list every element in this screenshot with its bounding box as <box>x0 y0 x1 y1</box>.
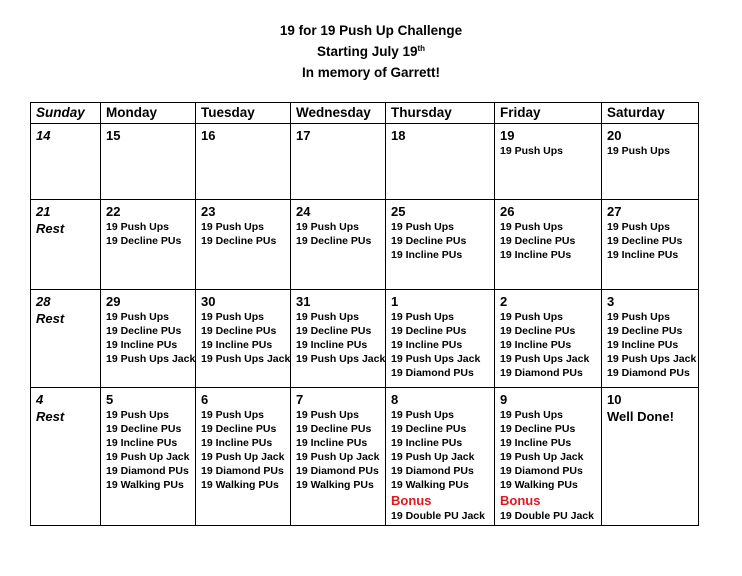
day-number: 31 <box>296 294 311 309</box>
day-cell <box>602 290 699 388</box>
exercise-item: 19 Push Ups Jack <box>296 353 386 365</box>
exercise-item: 19 Push Ups <box>296 221 360 233</box>
weekday-header-row <box>31 103 699 124</box>
day-cell <box>101 124 196 200</box>
weekday-header: Monday <box>101 103 196 124</box>
day-number: 21 <box>36 204 51 219</box>
day-number: 7 <box>296 392 304 407</box>
day-number: 22 <box>106 204 121 219</box>
day-cell <box>196 200 291 290</box>
exercise-item: 19 Decline PUs <box>607 235 683 247</box>
exercise-item: 19 Push Up Jack <box>500 451 584 463</box>
exercise-item: 19 Diamond PUs <box>500 465 583 477</box>
exercise-item: 19 Push Ups Jack <box>201 353 291 365</box>
day-cell <box>196 124 291 200</box>
exercise-item: 19 Decline PUs <box>296 423 372 435</box>
day-number: 3 <box>607 294 615 309</box>
exercise-item: 19 Incline PUs <box>296 437 368 449</box>
weekday-header: Tuesday <box>196 103 291 124</box>
exercise-item: 19 Push Ups <box>201 311 265 323</box>
day-cell <box>495 388 602 526</box>
day-number: 16 <box>201 128 216 143</box>
exercise-item: 19 Push Ups Jack <box>106 353 196 365</box>
exercise-item: 19 Incline PUs <box>391 437 463 449</box>
day-cell <box>495 124 602 200</box>
day-number: 15 <box>106 128 121 143</box>
exercise-item: 19 Diamond PUs <box>106 465 189 477</box>
exercise-item: 19 Push Ups <box>500 409 564 421</box>
exercise-item: 19 Push Ups <box>391 409 455 421</box>
exercise-item: 19 Push Ups Jack <box>607 353 697 365</box>
exercise-item: 19 Push Ups <box>391 311 455 323</box>
exercise-item: 19 Incline PUs <box>391 249 463 261</box>
day-number: 8 <box>391 392 399 407</box>
exercise-item: 19 Walking PUs <box>201 479 279 491</box>
rest-label: Rest <box>36 221 65 236</box>
day-number: 5 <box>106 392 114 407</box>
exercise-item: 19 Push Up Jack <box>296 451 380 463</box>
day-cell <box>386 388 495 526</box>
week-row <box>31 124 699 200</box>
day-number: 10 <box>607 392 622 407</box>
day-cell <box>602 200 699 290</box>
weekday-header: Saturday <box>602 103 699 124</box>
exercise-item: 19 Push Up Jack <box>201 451 285 463</box>
day-cell <box>386 124 495 200</box>
week-row <box>31 388 699 526</box>
exercise-item: 19 Push Ups <box>106 311 170 323</box>
exercise-item: 19 Diamond PUs <box>607 367 690 379</box>
calendar-table <box>30 102 699 526</box>
exercise-item: 19 Incline PUs <box>607 339 679 351</box>
day-cell-sunday <box>31 290 101 388</box>
bonus-exercise-item: 19 Double PU Jack <box>500 510 594 522</box>
day-cell <box>495 290 602 388</box>
day-cell <box>386 200 495 290</box>
day-cell-sunday <box>31 388 101 526</box>
week-row <box>31 290 699 388</box>
exercise-item: 19 Decline PUs <box>500 325 576 337</box>
exercise-item: 19 Decline PUs <box>500 423 576 435</box>
week-row <box>31 200 699 290</box>
start-date-text: Starting July 19 <box>316 44 418 59</box>
exercise-item: 19 Push Ups Jack <box>391 353 481 365</box>
memorial-line: In memory of Garrett! <box>301 65 441 80</box>
exercise-item: 19 Incline PUs <box>607 249 679 261</box>
exercise-item: 19 Walking PUs <box>391 479 469 491</box>
exercise-item: 19 Push Ups <box>106 409 170 421</box>
day-cell <box>291 388 386 526</box>
rest-label: Rest <box>36 311 65 326</box>
day-number: 28 <box>36 294 51 309</box>
day-cell-sunday <box>31 200 101 290</box>
day-cell <box>101 200 196 290</box>
bonus-label: Bonus <box>500 493 541 508</box>
exercise-item: 19 Diamond PUs <box>391 465 474 477</box>
day-number: 29 <box>106 294 121 309</box>
day-number: 1 <box>391 294 399 309</box>
exercise-item: 19 Push Ups <box>607 221 671 233</box>
exercise-item: 19 Decline PUs <box>296 235 372 247</box>
exercise-item: 19 Push Up Jack <box>391 451 475 463</box>
exercise-item: 19 Push Ups <box>201 221 265 233</box>
day-number: 27 <box>607 204 622 219</box>
exercise-item: 19 Incline PUs <box>391 339 463 351</box>
day-cell <box>101 388 196 526</box>
exercise-item: 19 Incline PUs <box>296 339 368 351</box>
exercise-item: 19 Push Ups Jack <box>500 353 590 365</box>
exercise-item: 19 Incline PUs <box>500 249 572 261</box>
exercise-item: 19 Decline PUs <box>391 235 467 247</box>
exercise-item: 19 Push Ups <box>607 311 671 323</box>
exercise-item: 19 Push Ups <box>500 311 564 323</box>
exercise-item: 19 Decline PUs <box>201 423 277 435</box>
day-cell <box>196 388 291 526</box>
exercise-item: 19 Push Ups <box>391 221 455 233</box>
exercise-item: 19 Decline PUs <box>607 325 683 337</box>
exercise-item: 19 Decline PUs <box>106 235 182 247</box>
day-cell <box>101 290 196 388</box>
day-number: 6 <box>201 392 209 407</box>
exercise-item: 19 Incline PUs <box>201 437 273 449</box>
exercise-item: 19 Decline PUs <box>500 235 576 247</box>
exercise-item: 19 Incline PUs <box>201 339 273 351</box>
exercise-item: 19 Decline PUs <box>106 423 182 435</box>
day-cell <box>602 124 699 200</box>
exercise-item: 19 Incline PUs <box>500 437 572 449</box>
challenge-title: 19 for 19 Push Up Challenge <box>279 23 463 38</box>
exercise-item: 19 Walking PUs <box>500 479 578 491</box>
day-cell <box>291 200 386 290</box>
weekday-header: Sunday <box>31 103 101 124</box>
day-cell <box>386 290 495 388</box>
day-cell <box>602 388 699 526</box>
exercise-item: 19 Decline PUs <box>201 235 277 247</box>
day-number: 19 <box>500 128 515 143</box>
exercise-item: 19 Push Ups <box>607 145 671 157</box>
exercise-item: 19 Decline PUs <box>201 325 277 337</box>
day-number: 18 <box>391 128 406 143</box>
exercise-item: 19 Incline PUs <box>106 339 178 351</box>
exercise-item: 19 Push Ups <box>201 409 265 421</box>
day-cell <box>291 124 386 200</box>
document-header <box>0 20 742 83</box>
exercise-item: 19 Diamond PUs <box>500 367 583 379</box>
day-number: 17 <box>296 128 311 143</box>
exercise-item: 19 Push Ups <box>500 145 564 157</box>
bonus-label: Bonus <box>391 493 432 508</box>
weekday-header: Thursday <box>386 103 495 124</box>
exercise-item: 19 Decline PUs <box>106 325 182 337</box>
exercise-item: 19 Incline PUs <box>106 437 178 449</box>
exercise-item: 19 Push Ups <box>106 221 170 233</box>
exercise-item: 19 Decline PUs <box>391 325 467 337</box>
start-date <box>0 41 742 62</box>
weekday-header: Wednesday <box>291 103 386 124</box>
exercise-item: 19 Push Ups <box>500 221 564 233</box>
exercise-item: 19 Push Ups <box>296 311 360 323</box>
rest-label: Rest <box>36 409 65 424</box>
day-number: 20 <box>607 128 622 143</box>
exercise-item: 19 Walking PUs <box>106 479 184 491</box>
day-number: 25 <box>391 204 406 219</box>
day-number: 30 <box>201 294 216 309</box>
exercise-item: 19 Diamond PUs <box>391 367 474 379</box>
day-cell-sunday <box>31 124 101 200</box>
exercise-item: 19 Decline PUs <box>296 325 372 337</box>
day-number: 14 <box>36 128 51 143</box>
day-number: 4 <box>36 392 44 407</box>
weekday-header: Friday <box>495 103 602 124</box>
completion-message: Well Done! <box>607 409 674 424</box>
exercise-item: 19 Decline PUs <box>391 423 467 435</box>
bonus-exercise-item: 19 Double PU Jack <box>391 510 485 522</box>
day-number: 9 <box>500 392 508 407</box>
exercise-item: 19 Push Up Jack <box>106 451 190 463</box>
exercise-item: 19 Diamond PUs <box>296 465 379 477</box>
start-date-suffix: th <box>417 44 426 53</box>
day-cell <box>196 290 291 388</box>
day-number: 24 <box>296 204 311 219</box>
day-number: 23 <box>201 204 216 219</box>
exercise-item: 19 Incline PUs <box>500 339 572 351</box>
day-number: 2 <box>500 294 508 309</box>
day-number: 26 <box>500 204 515 219</box>
exercise-item: 19 Diamond PUs <box>201 465 284 477</box>
exercise-item: 19 Walking PUs <box>296 479 374 491</box>
day-cell <box>291 290 386 388</box>
day-cell <box>495 200 602 290</box>
exercise-item: 19 Push Ups <box>296 409 360 421</box>
